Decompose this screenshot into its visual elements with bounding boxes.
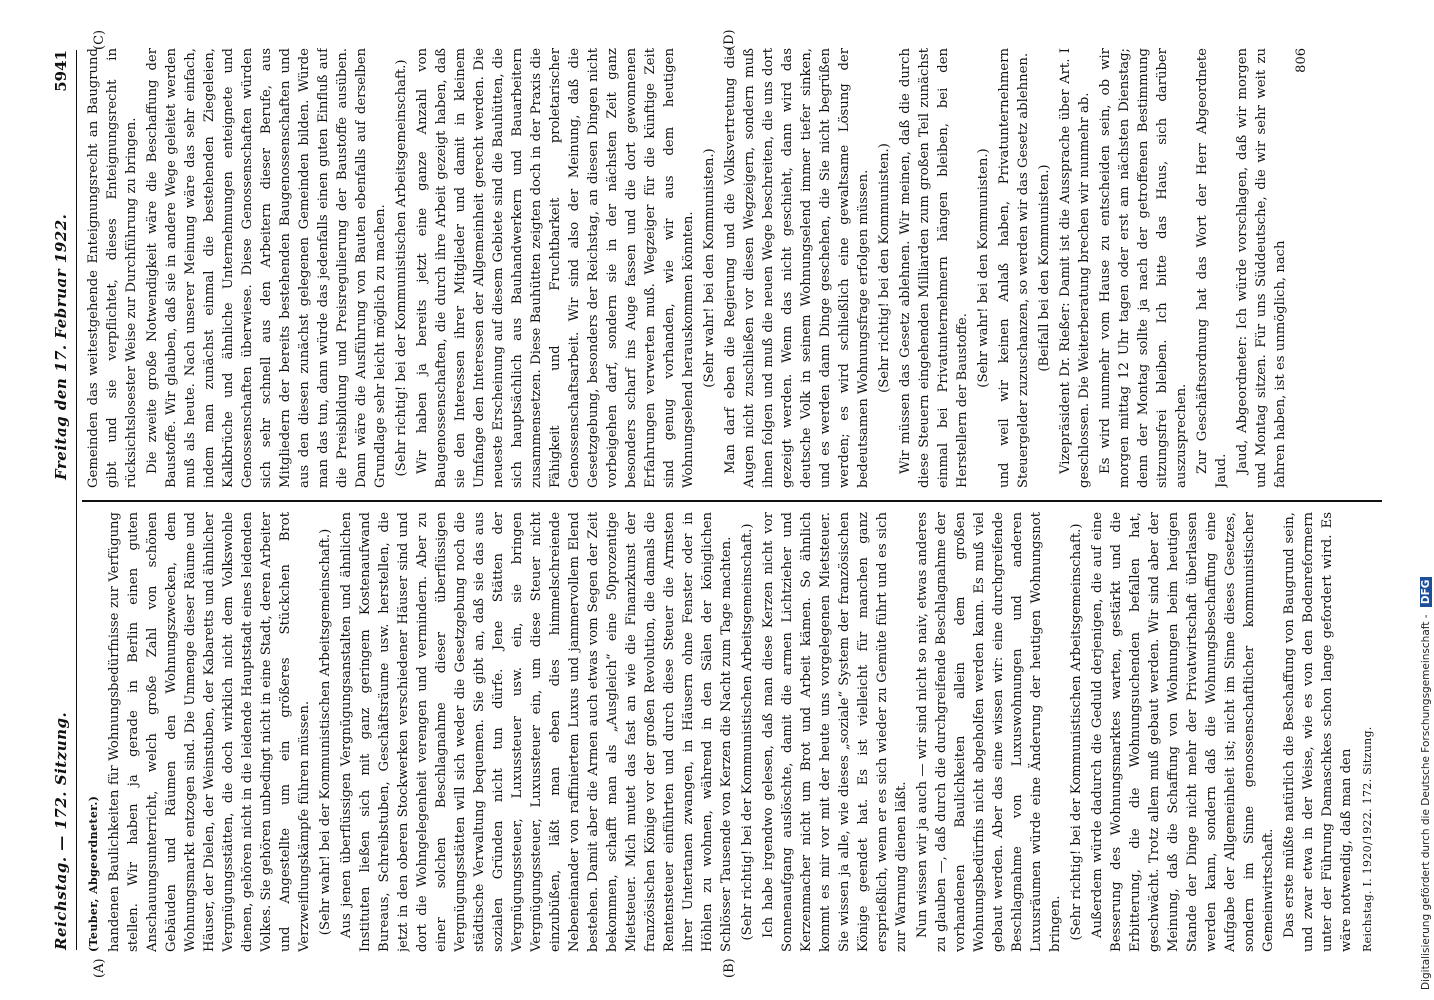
margin-mark-d: (D) bbox=[722, 29, 737, 50]
right-paragraph-2: Die zweite große Notwendigkeit wäre die Beschaffung der Baustoffe. Wir glauben, daß sie in andere Wege geleitet werden muß als heute. Nach unserer Meinung wäre das sehr einfach, indem man zunächst einmal die bestehenden Ziegeleien, Kalkbrüche und ähnliche Unternehmungen enteignete und Genossenschaften überwiese. Diese Genossenschaften würden sich sehr schnell aus den Arbeitern dieser Berufe, aus Mitgliedern der bereits bestehenden Baugenossenschaften und aus den diesen zunächst gelegenen Gemeinden bilden. Würde man das tun, dann würde das jedenfalls einen guten Einfluß auf die Preisbildung und Preisregulierung der Baustoffe ausüben. Dann wäre die Ausführung von Bauten ebenfalls auf derselben Grundlage sehr leicht möglich zu machen. bbox=[145, 48, 388, 488]
right-interjection-4: (Sehr wahr! bei den Kommunisten.) bbox=[976, 148, 991, 388]
right-paragraph-8: Es wird nunmehr vom Hause zu entscheiden sein, ob wir morgen mittag 12 Uhr tagen oder erst am nächsten Dienstag; denn der Montag sollte ja nach der getroffenen Bestimmung sitzungsfrei bleiben. Ich bitte das Haus, sich darüber auszusprechen. bbox=[1098, 48, 1189, 488]
speaker-line: (Teuber, Abgeordneter.) bbox=[87, 795, 100, 952]
right-column bbox=[84, 48, 1384, 488]
left-paragraph-4: Nun wissen wir ja auch — wir sind nicht so naiv, etwas anderes zu glauben —, daß durch die durchgreifende Beschlagnahme der vorhandenen Baulichkeiten allein dem großen Wohnungsbedürfnis nicht abgeholfen werden kann. Es muß viel gebaut werden. Aber das eine wissen wir: eine durchgreifende Beschlagnahme von Luxuswohnungen und anderen Luxusräumen würde eine Änderung der heutigen Wohnungsnot bringen. bbox=[915, 512, 1063, 952]
page-header bbox=[50, 50, 77, 950]
left-interjection-3: (Sehr richtig! bei der Kommunistischen Arbeitsgemeinschaft.) bbox=[1069, 523, 1084, 941]
rotated-document-page bbox=[32, 20, 1412, 980]
margin-mark-c: (C) bbox=[92, 29, 107, 50]
right-paragraph-7: Vizepräsident Dr. Rießer: Damit ist die Aussprache über Art. I geschlossen. Die Weiterberatung brechen wir nunmehr ab. bbox=[1058, 48, 1092, 488]
margin-mark-b: (B) bbox=[722, 958, 737, 978]
right-paragraph-3: Wir haben ja bereits jetzt eine ganze Anzahl von Baugenossenschaften, die durch ihre Arbeit gezeigt haben, daß sie den Interessen ihrer Mitglieder und damit in kleinem Umfange den Interessen der Allgemeinheit gerecht werden. Die neueste Erscheinung auf diesem Gebiete sind die Bauhütten, die sich hauptsächlich aus Bauhandwerkern und Bauarbeitern zusammensetzen. Diese Bauhütten zeigten doch in der Praxis die Fähigkeit und Fruchtbarkeit proletarischer Genossenschaftsarbeit. Wir sind also der Meinung, daß die Gesetzgebung, besonders der Reichstag, an diesen Dingen nicht vorbeigehen darf, sondern sie in der nächsten Zeit ganz besonders scharf ins Auge fassen und die dort gewonnenen Erfahrungen verwerten muß. Wegzeiger für die künftige Zeit sind genug vorhanden, wie wir aus dem heutigen Wohnungselend herauskommen könnten. bbox=[415, 48, 696, 488]
header-date: Freitag den 17. Februar 1922. bbox=[52, 213, 70, 480]
dfg-logo-icon: DFG bbox=[1420, 577, 1432, 608]
right-paragraph-1: Gemeinden das weitestgehende Enteignungsrecht an Baugrund gibt und sie verpflichtet, dieses Enteignungsrecht in rücksichtslosester Weise zur Durchführung zu bringen. bbox=[86, 48, 139, 488]
header-page-number: 5941 bbox=[52, 50, 70, 92]
right-paragraph-5: Wir müssen das Gesetz ablehnen. Wir meinen, daß die durch diese Steuern eingehenden Milliarden zum großen Teil zunächst einmal bei Privatunternehmern hängen bleiben, bei den Herstellern der Baustoffe. bbox=[898, 48, 970, 488]
page-bottom-number: 806 bbox=[1294, 48, 1309, 73]
left-interjection-2: (Sehr richtig! bei der Kommunistischen Arbeitsgemeinschaft.) bbox=[740, 523, 755, 941]
credit-text: Digitalisierung gefördert durch die Deutsche Forschungsgemeinschaft - bbox=[1420, 614, 1432, 990]
left-paragraph-1: handenen Baulichkeiten für Wohnungsbedürfnisse zur Verfügung stellen. Wir haben ja gerade in Berlin einen guten Anschauungsunterricht, welch große Zahl von schönen Gebäuden und Räumen den Wohnungszwecken, dem Wohnungsmarkt entzogen sind. Die Unmenge dieser Räume und Häuser, der Dielen, der Weinstuben, der Kabaretts und ähnlicher Vergnügungsstätten, die doch wirklich nicht dem Volkswohle dienen, gehören nicht in die leidende Hauptstadt eines leidenden Volkes. Sie gehören unbedingt nicht in eine Stadt, deren Arbeiter und Angestellte um ein größeres Stückchen Brot Verzweiflungskämpfe führen müssen. bbox=[107, 512, 312, 952]
right-interjection-5: (Beifall bei den Kommunisten.) bbox=[1037, 164, 1052, 372]
dfg-credit bbox=[1420, 10, 1434, 990]
left-interjection-1: (Sehr wahr! bei der Kommunistischen Arbeitsgemeinschaft.) bbox=[318, 528, 333, 936]
left-column bbox=[84, 512, 1384, 952]
left-paragraph-3: Ich habe irgendwo gelesen, daß man diese Kerzen nicht vor Sonnenaufgang auslöschte, damit die armen Lichtzieher und Kerzenmacher nicht um Brot und Arbeit kämen. So ähnlich kommt es mir vor mit der heute uns vorgelegenen Mietsteuer. Sie wissen ja alle, wie dieses „soziale“ System der französischen Könige geendet hat. Es ist vielleicht für manchen ganz ersprießlich, wenn er es sich wieder zu Gemüte führt und es sich zur Warnung dienen läßt. bbox=[761, 512, 909, 952]
right-interjection-3: (Sehr richtig! bei den Kommunisten.) bbox=[877, 143, 892, 393]
right-interjection-1: (Sehr richtig! bei der Kommunistischen Arbeitsgemeinschaft.) bbox=[394, 59, 409, 477]
right-paragraph-9: Zur Geschäftsordnung hat das Wort der Herr Abgeordnete Jaud. bbox=[1195, 48, 1229, 488]
left-paragraph-2: Aus jenen überflüssigen Vergnügungsanstalten und ähnlichen Instituten ließen sich mit ganz geringem Kostenaufwand Bureaus, Schreibstuben, Geschäftsräume usw. herstellen, die jetzt in den oberen Stockwerken verschiedener Häuser sind und dort die Wohngelegenheit verengen und vermindern. Aber zu einer solchen Beschlagnahme dieser überflüssigen Vergnügungsstätten will sich weder die Gesetzgebung noch die städtische Verwaltung bequemen. Sie gibt an, daß sie das aus sozialen Gründen nicht tun dürfe. Jene Stätten der Vergnügungssteuer, Luxussteuer usw. ein, sie bringen Vergnügungssteuer, Luxussteuer ein, um diese Steuer nicht einzubüßen, läßt man eben dies himmelschreiende Nebeneinander von raffiniertem Luxus und jammervollem Elend bestehen. Damit aber die Armen auch etwas vom Segen der Zeit bekommen, schafft man als „Ausgleich“ eine 50prozentige Mietsteuer. Mich mutet das fast an wie die Finanzkunst der französischen Könige vor der großen Revolution, die damals die Rentensteuer einführten und durch diese Steuer die Armsten ihrer Untertanen zwangen, in Häusern ohne Fenster oder in Höhlen zu wohnen, während in den Sälen der königlichen Schlösser Tausende von Kerzen die Nacht zum Tage machten. bbox=[339, 512, 734, 952]
header-left: Reichstag. — 172. Sitzung. bbox=[52, 711, 70, 950]
column-divider bbox=[82, 501, 1382, 503]
left-paragraph-6: Das erste müßte natürlich die Beschaffung von Baugrund sein, und zwar etwa in der Weise, wie es von den Bodenreformern unter der Führung Damaschkes schon lange gefordert wird. Es wäre notwendig, daß man den bbox=[1282, 512, 1354, 952]
footer-reference: Reichstag. I. 1920/1922. 172. Sitzung. bbox=[1361, 726, 1374, 952]
right-interjection-2: (Sehr wahr! bei den Kommunisten.) bbox=[702, 148, 717, 388]
right-paragraph-6: und weil wir keinen Anlaß haben, Privatunternehmern Steuergelder zuzuschanzen, so werden wir das Gesetz ablehnen. bbox=[997, 48, 1031, 488]
right-paragraph-10: Jaud, Abgeordneter: Ich würde vorschlagen, daß wir morgen und Montag sitzen. Für uns Süddeutsche, die wir sehr weit zu fahren haben, ist es unmöglich, nach bbox=[1235, 48, 1288, 488]
right-paragraph-4: Man darf eben die Regierung und die Volksvertretung die Augen nicht zuschließen vor diesen Wegzeigern, sondern muß ihnen folgen und muß die neuen Wege beschreiten, die uns dort gezeigt werden. Wenn das nicht geschieht, dann wird das deutsche Volk in seinem Wohnungselend immer tiefer sinken, und es werden dann Dinge geschehen, die Sie nicht begrüßen werden; es wird schließlich eine gewaltsame Lösung der bedeutsamen Wohnungsfrage erfolgen müssen. bbox=[723, 48, 871, 488]
margin-mark-a: (A) bbox=[92, 958, 107, 978]
left-paragraph-5: Außerdem würde dadurch die Geduld derjenigen, die auf eine Besserung des Wohnungsmarktes warten, gestärkt und die Erbitterung, die die Wohnungsuchenden befallen hat, geschwächt. Trotz allem muß gebaut werden. Wir sind aber der Meinung, daß die Schaffung von Wohnungen beim heutigen Stande der Dinge nicht mehr der Privatwirtschaft überlassen werden kann, sondern daß die Wohnungsbeschaffung eine Aufgabe der Allgemeinheit ist; nicht im Sinne dieses Gesetzes, sondern im Sinne genossenschaftlicher kommunistischer Gemeinwirtschaft. bbox=[1090, 512, 1276, 952]
